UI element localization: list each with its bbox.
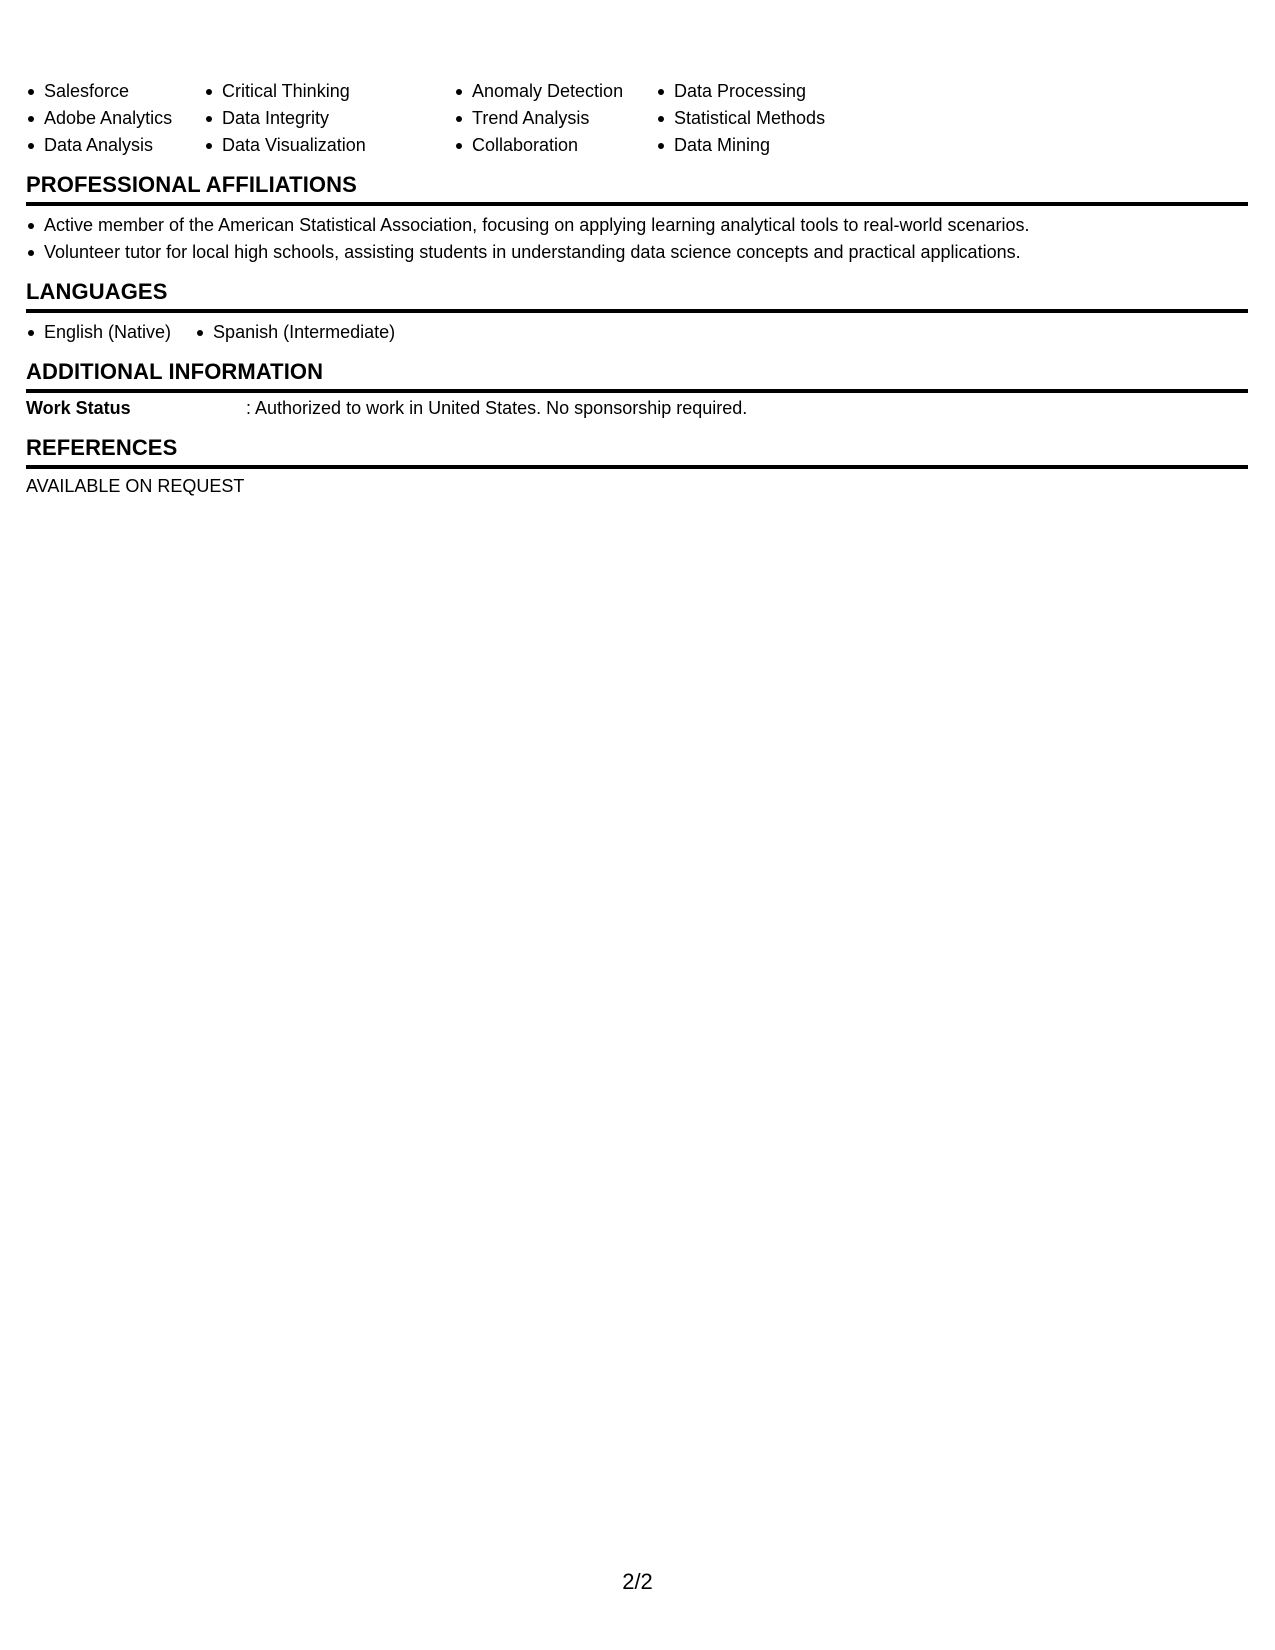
additional-info-section: [26, 358, 1248, 422]
skill-item: Salesforce: [44, 81, 130, 101]
work-status-label: Work Status: [26, 398, 131, 418]
skills-column-2: [204, 78, 454, 159]
affiliations-section: [26, 171, 1248, 266]
skills-grid: [26, 78, 1248, 159]
list-item: Volunteer tutor for local high schools, assisting students in understanding data science concepts and practical applications.: [44, 242, 1021, 262]
skill-item: Data Mining: [674, 135, 771, 155]
skill-item: Data Processing: [674, 81, 807, 101]
work-status-row: [26, 395, 1248, 422]
page-number: 2/2: [622, 1569, 653, 1594]
skill-item: Data Visualization: [222, 135, 366, 155]
skill-item: Collaboration: [472, 135, 579, 155]
skill-item: Statistical Methods: [674, 108, 826, 128]
languages-list: [26, 319, 1248, 346]
section-heading: PROFESSIONAL AFFILIATIONS: [26, 171, 1248, 206]
skills-column-4: [656, 78, 886, 159]
skills-column-3: [454, 78, 656, 159]
skills-column-1: [26, 78, 204, 159]
skill-item: Adobe Analytics: [44, 108, 173, 128]
skill-item: Data Integrity: [222, 108, 330, 128]
section-heading: LANGUAGES: [26, 278, 1248, 313]
skill-item: Anomaly Detection: [472, 81, 624, 101]
skill-item: Data Analysis: [44, 135, 154, 155]
list-item: Active member of the American Statistical Association, focusing on applying learning analytical tools to real-world scenarios.: [44, 215, 1030, 235]
references-text: AVAILABLE ON REQUEST: [26, 476, 245, 496]
language-item: Spanish (Intermediate): [213, 322, 396, 342]
language-item: English (Native): [44, 322, 172, 342]
affiliations-list: [26, 212, 1248, 266]
languages-section: [26, 278, 1248, 346]
section-heading: REFERENCES: [26, 434, 1248, 469]
work-status-value: : Authorized to work in United States. No sponsorship required.: [246, 398, 748, 418]
section-heading: ADDITIONAL INFORMATION: [26, 358, 1248, 393]
references-section: [26, 434, 1248, 500]
resume-page-2: [26, 78, 1248, 500]
skill-item: Critical Thinking: [222, 81, 350, 101]
skill-item: Trend Analysis: [472, 108, 590, 128]
